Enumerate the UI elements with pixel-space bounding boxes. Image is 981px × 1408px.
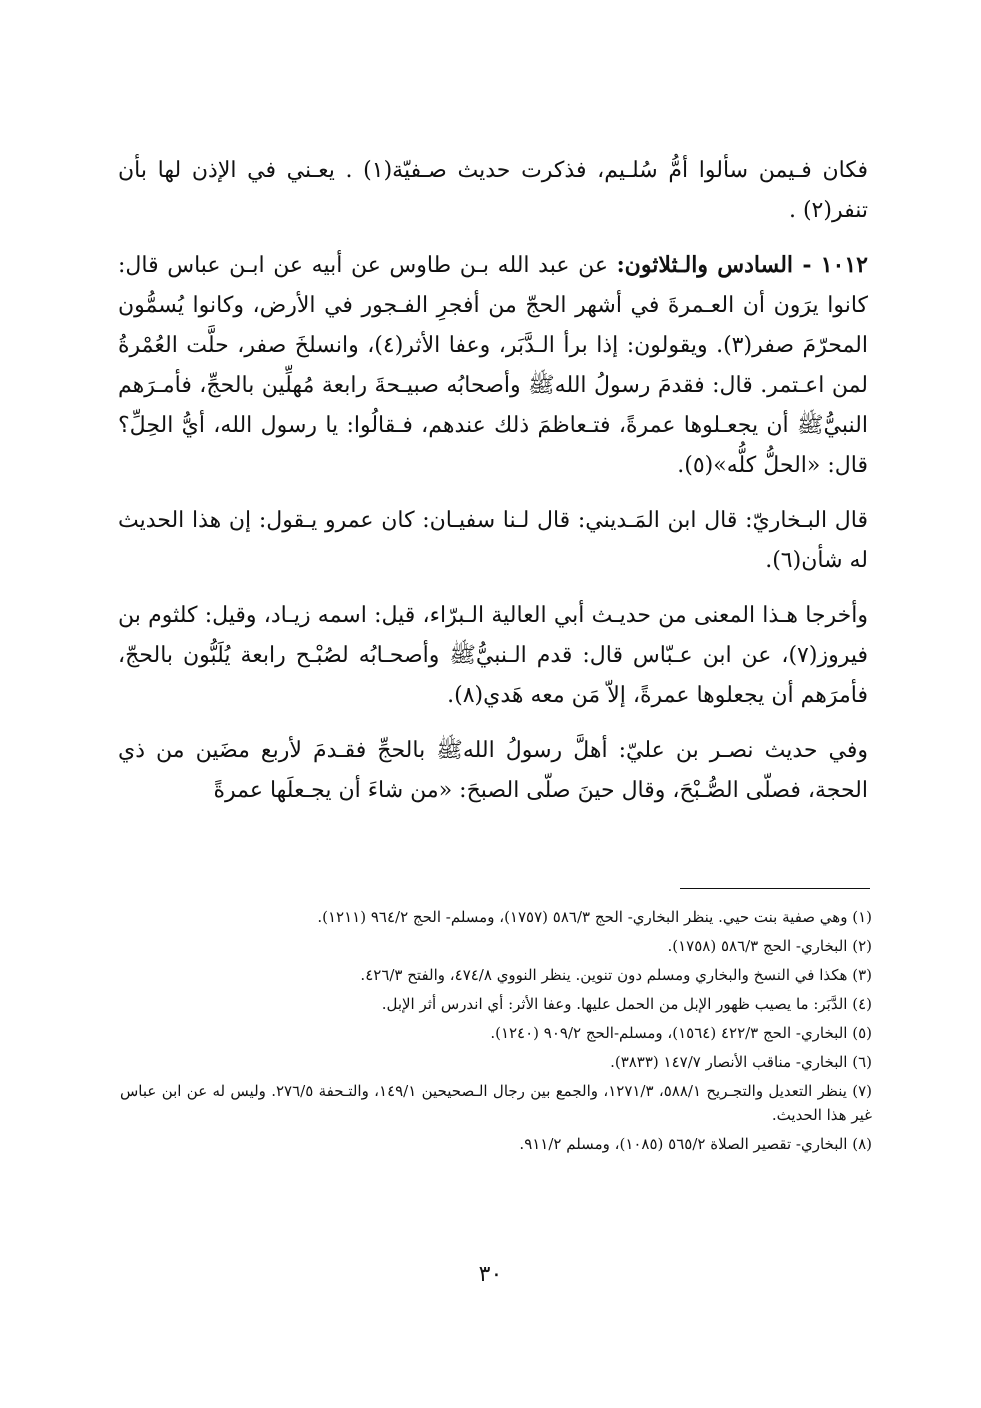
footnote-separator (680, 888, 870, 889)
paragraph-text: وأخرجا هـذا المعنى من حديـث أبي العالية الـبرّاء، قيل: اسمه زيـاد، وقيل: كلثوم بن فيروز(٧)، عن ابن عـبّاس قال: قدم الـنبيُّﷺ وأصحـابُه لصُبْـح رابعة يُلَبُّون بالحجّ، فأمرَهم أن يجعلوها عمرةً، إلاّ مَن معه هَدي(٨). (118, 603, 868, 708)
paragraph-2 (118, 245, 868, 486)
footnote-8: (٨) البخاري- تقصير الصلاة ٥٦٥/٢ (١٠٨٥)، ومسلم ٩١١/٢. (519, 1135, 872, 1153)
paragraph-5 (118, 730, 868, 811)
footnotes (120, 905, 872, 1161)
footnote-7: (٧) ينظر التعديل والتجـريح ٥٨٨/١، ١٢٧١/٣، والجمع بين رجال الـصحيحين ١٤٩/١، والتـحفة ٢٧٦/٥. وليس له عن ابن عباس غير هذا الحديث. (120, 1082, 873, 1124)
paragraph-text: فكان فـيمن سألوا أمُّ سُلـيم، فذكرت حديث صـفيّة(١) . يعـني في الإذن لها بأن تنفر(٢) . (118, 158, 869, 223)
footnote-3: (٣) هكذا في النسخ والبخاري ومسلم دون تنوين. ينظر النووي ٤٧٤/٨، والفتح ٤٢٦/٣. (360, 966, 872, 984)
footnote-6: (٦) البخاري- مناقب الأنصار ١٤٧/٧ (٣٨٣٣). (610, 1053, 872, 1071)
paragraph-3 (118, 500, 868, 581)
footnote-1: (١) وهي صفية بنت حيي. ينظر البخاري- الحج ٥٨٦/٣ (١٧٥٧)، ومسلم- الحج ٩٦٤/٢ (١٢١١). (317, 908, 872, 926)
paragraph-text: عن عبد الله بـن طاوس عن أبيه عن ابـن عباس قال: كانوا يرَون أن العـمرةَ في أشهر الحجّ من أفجرِ الفـجور في الأرض، وكانوا يُسمُّون المحرّمَ صفر(٣). ويقولون: إذا برأ الـدَّبَر، وعفا الأثر(٤)، وانسلخَ صفر، حلَّت العُمْرةُ لمن اعـتمر. قال: فقدمَ رسولُ اللهﷺ وأصحابُه صبيـحةَ رابعة مُهلِّين بالحجِّ، فأمـرَهم النبيُّﷺ أن يجعـلوها عمرةً، فتـعاظمَ ذلك عندهم، فـقالُوا: يا رسول الله، أيُّ الحِلِّ؟ قال: «الحلُّ كلُّه»(٥). (118, 253, 868, 478)
paragraph-4 (118, 595, 868, 716)
footnote-5: (٥) البخاري- الحج ٤٢٢/٣ (١٥٦٤)، ومسلم-الحج ٩٠٩/٢ (١٢٤٠). (490, 1024, 872, 1042)
paragraph-1 (118, 150, 868, 231)
footnote-4: (٤) الدَّبَر: ما يصيب ظهور الإبل من الحمل عليها. وعفا الأثر: أي اندرس أثر الإبل. (381, 995, 872, 1013)
main-text (118, 150, 868, 825)
footnote-2: (٢) البخاري- الحج ٥٨٦/٣ (١٧٥٨). (667, 937, 872, 955)
paragraph-text: قال البـخاريّ: قال ابن المَـديني: قال لـنا سفيـان: كان عمرو يـقول: إن هذا الحديث له شأن(٦). (118, 508, 868, 573)
paragraph-text: وفي حديث نصـر بن عليّ: أهلَّ رسولُ اللهﷺ بالحجِّ فقـدمَ لأربع مضَين من ذي الحجة، فصلّى الصُّـبْحَ، وقال حينَ صلّى الصبحَ: «من شاءَ أن يجـعلَها عمرةً (118, 738, 868, 803)
hadith-number-heading: ١٠١٢ - السادس والـثلاثون: (616, 252, 868, 278)
page-number: ٣٠ (478, 1262, 503, 1287)
